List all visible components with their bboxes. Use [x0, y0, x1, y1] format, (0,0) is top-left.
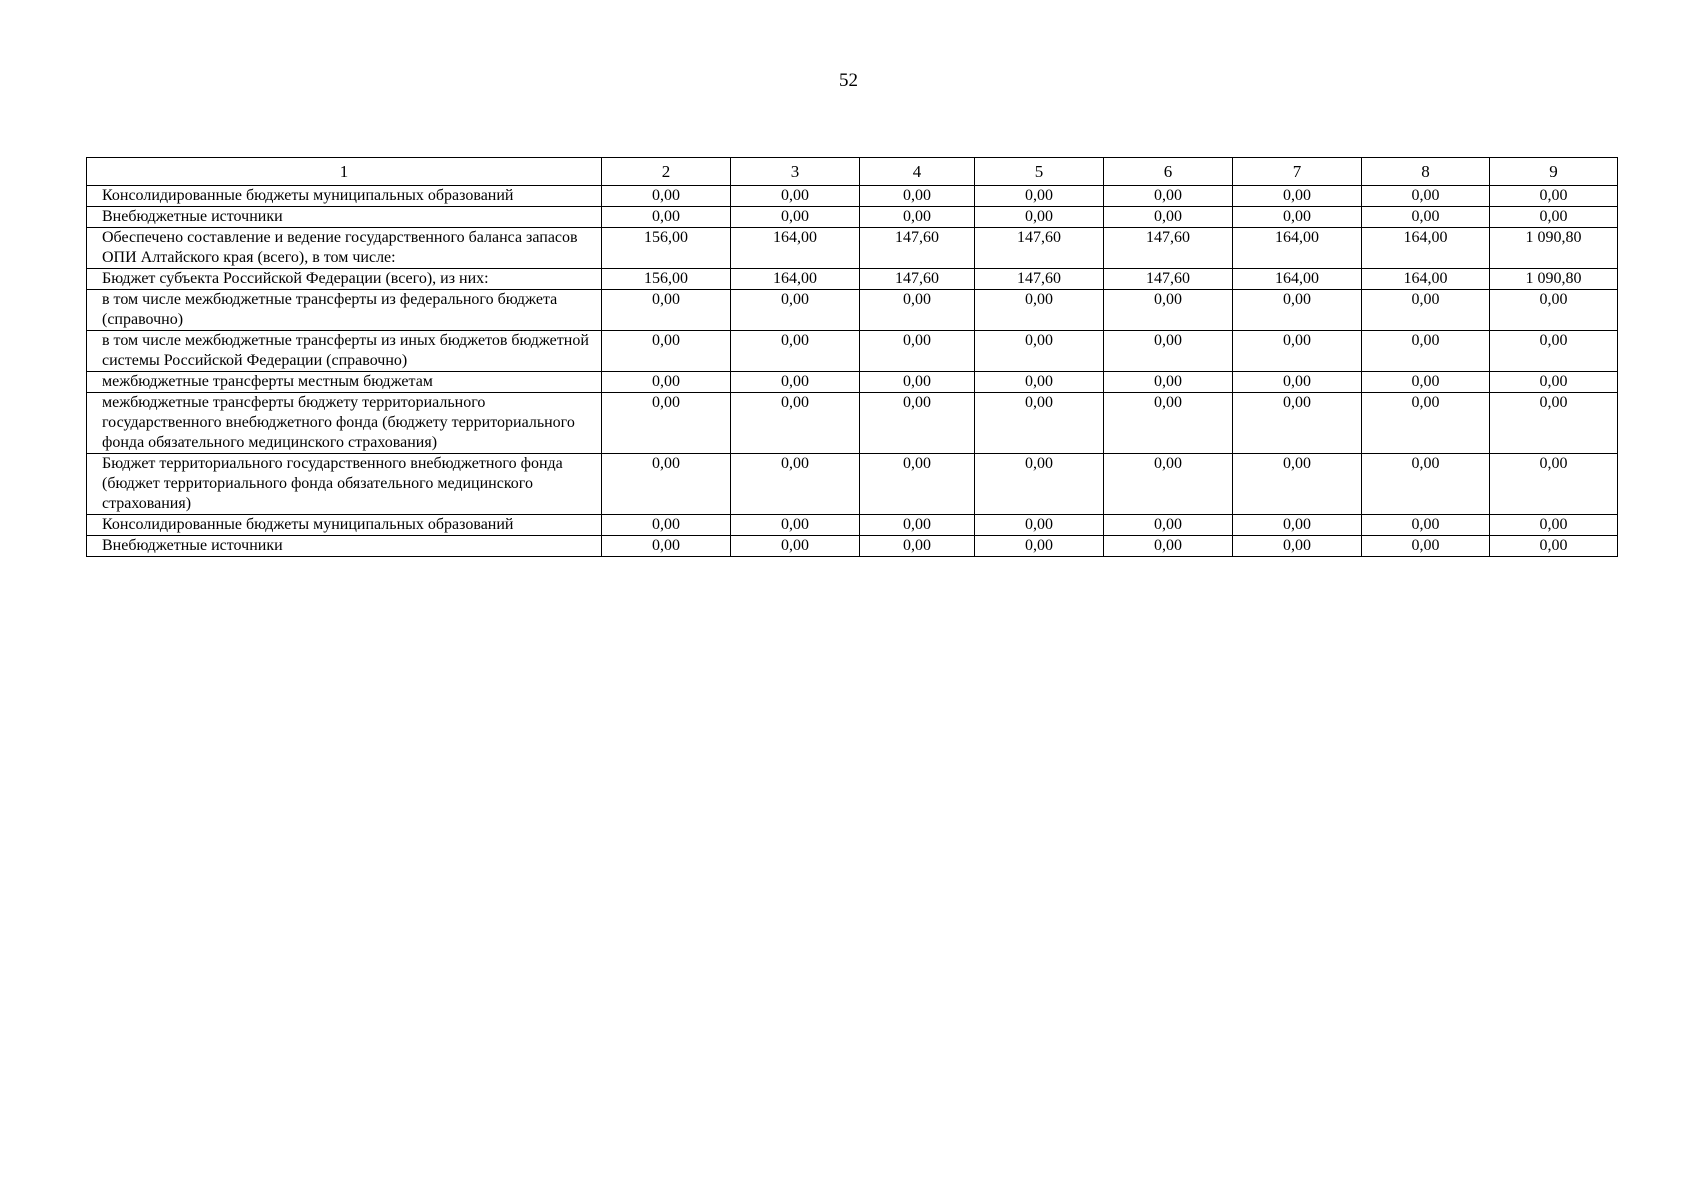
cell-value: 0,00: [1490, 372, 1618, 393]
cell-value: 0,00: [1104, 372, 1233, 393]
row-label: Консолидированные бюджеты муниципальных образований: [87, 515, 602, 536]
cell-value: 0,00: [860, 331, 975, 372]
cell-value: 0,00: [1490, 515, 1618, 536]
cell-value: 147,60: [1104, 228, 1233, 269]
cell-value: 0,00: [1362, 186, 1490, 207]
cell-value: 164,00: [1233, 228, 1362, 269]
cell-value: 0,00: [1233, 372, 1362, 393]
cell-value: 0,00: [602, 454, 731, 515]
column-header-7: 7: [1233, 158, 1362, 186]
cell-value: 1 090,80: [1490, 269, 1618, 290]
table-row: [87, 331, 1618, 372]
table-row: [87, 372, 1618, 393]
cell-value: 0,00: [602, 536, 731, 557]
cell-value: 156,00: [602, 228, 731, 269]
cell-value: 0,00: [1362, 290, 1490, 331]
column-header-1: 1: [87, 158, 602, 186]
cell-value: 0,00: [1490, 186, 1618, 207]
cell-value: 147,60: [975, 228, 1104, 269]
cell-value: 0,00: [975, 393, 1104, 454]
cell-value: 0,00: [860, 515, 975, 536]
cell-value: 0,00: [1104, 331, 1233, 372]
cell-value: 0,00: [860, 207, 975, 228]
cell-value: 0,00: [975, 515, 1104, 536]
cell-value: 164,00: [1362, 269, 1490, 290]
cell-value: 0,00: [860, 186, 975, 207]
cell-value: 0,00: [860, 372, 975, 393]
cell-value: 0,00: [1233, 207, 1362, 228]
cell-value: 0,00: [975, 331, 1104, 372]
table-row: [87, 290, 1618, 331]
cell-value: 0,00: [602, 393, 731, 454]
table-row: [87, 515, 1618, 536]
column-header-3: 3: [731, 158, 860, 186]
column-header-2: 2: [602, 158, 731, 186]
cell-value: 0,00: [975, 290, 1104, 331]
row-label: в том числе межбюджетные трансферты из федерального бюджета (справочно): [87, 290, 602, 331]
cell-value: 0,00: [860, 536, 975, 557]
cell-value: 0,00: [1490, 207, 1618, 228]
cell-value: 0,00: [1362, 372, 1490, 393]
cell-value: 0,00: [1490, 393, 1618, 454]
column-header-9: 9: [1490, 158, 1618, 186]
row-label: межбюджетные трансферты бюджету территориального государственного внебюджетного фонда (бюджету территориального фонда обязательного медицинского страхования): [87, 393, 602, 454]
row-label: Консолидированные бюджеты муниципальных образований: [87, 186, 602, 207]
cell-value: 0,00: [1104, 290, 1233, 331]
cell-value: 0,00: [731, 454, 860, 515]
cell-value: 0,00: [1104, 186, 1233, 207]
column-header-5: 5: [975, 158, 1104, 186]
cell-value: 0,00: [1233, 515, 1362, 536]
cell-value: 147,60: [975, 269, 1104, 290]
table-row: [87, 269, 1618, 290]
budget-table: [86, 157, 1618, 557]
cell-value: 0,00: [1233, 331, 1362, 372]
cell-value: 0,00: [1104, 515, 1233, 536]
cell-value: 0,00: [602, 331, 731, 372]
cell-value: 0,00: [1362, 393, 1490, 454]
cell-value: 0,00: [731, 536, 860, 557]
row-label: Бюджет субъекта Российской Федерации (всего), из них:: [87, 269, 602, 290]
column-header-4: 4: [860, 158, 975, 186]
column-header-8: 8: [1362, 158, 1490, 186]
cell-value: 0,00: [602, 515, 731, 536]
table-row: [87, 228, 1618, 269]
cell-value: 0,00: [975, 186, 1104, 207]
cell-value: 0,00: [1233, 393, 1362, 454]
cell-value: 0,00: [602, 290, 731, 331]
row-label: Обеспечено составление и ведение государственного баланса запасов ОПИ Алтайского края (всего), в том числе:: [87, 228, 602, 269]
cell-value: 0,00: [731, 290, 860, 331]
cell-value: 0,00: [1362, 331, 1490, 372]
cell-value: 164,00: [1233, 269, 1362, 290]
cell-value: 147,60: [1104, 269, 1233, 290]
row-label: Бюджет территориального государственного внебюджетного фонда (бюджет территориального фонда обязательного медицинского страхования): [87, 454, 602, 515]
cell-value: 0,00: [1490, 290, 1618, 331]
cell-value: 0,00: [1490, 331, 1618, 372]
page-number: 52: [839, 70, 858, 91]
cell-value: 0,00: [731, 515, 860, 536]
cell-value: 0,00: [1490, 536, 1618, 557]
cell-value: 0,00: [602, 372, 731, 393]
cell-value: 0,00: [731, 186, 860, 207]
table-row: [87, 393, 1618, 454]
cell-value: 1 090,80: [1490, 228, 1618, 269]
cell-value: 0,00: [602, 186, 731, 207]
row-label: в том числе межбюджетные трансферты из иных бюджетов бюджетной системы Российской Федерации (справочно): [87, 331, 602, 372]
column-header-6: 6: [1104, 158, 1233, 186]
cell-value: 0,00: [602, 207, 731, 228]
cell-value: 0,00: [731, 393, 860, 454]
cell-value: 0,00: [1233, 290, 1362, 331]
cell-value: 0,00: [975, 454, 1104, 515]
cell-value: 0,00: [860, 290, 975, 331]
cell-value: 0,00: [1362, 515, 1490, 536]
header-row: [87, 158, 1618, 186]
row-label: Внебюджетные источники: [87, 207, 602, 228]
table-row: [87, 207, 1618, 228]
cell-value: 0,00: [1233, 186, 1362, 207]
cell-value: 0,00: [1104, 393, 1233, 454]
cell-value: 0,00: [731, 372, 860, 393]
cell-value: 147,60: [860, 269, 975, 290]
cell-value: 164,00: [1362, 228, 1490, 269]
cell-value: 0,00: [1104, 536, 1233, 557]
row-label: Внебюджетные источники: [87, 536, 602, 557]
table-body: [87, 186, 1618, 557]
cell-value: 0,00: [1362, 536, 1490, 557]
cell-value: 0,00: [1490, 454, 1618, 515]
cell-value: 0,00: [1233, 454, 1362, 515]
table-row: [87, 454, 1618, 515]
cell-value: 0,00: [731, 207, 860, 228]
cell-value: 0,00: [860, 454, 975, 515]
cell-value: 164,00: [731, 228, 860, 269]
cell-value: 0,00: [975, 372, 1104, 393]
cell-value: 0,00: [731, 331, 860, 372]
cell-value: 164,00: [731, 269, 860, 290]
cell-value: 0,00: [975, 207, 1104, 228]
table-row: [87, 186, 1618, 207]
cell-value: 0,00: [1104, 207, 1233, 228]
cell-value: 0,00: [860, 393, 975, 454]
cell-value: 147,60: [860, 228, 975, 269]
cell-value: 0,00: [1362, 207, 1490, 228]
cell-value: 156,00: [602, 269, 731, 290]
cell-value: 0,00: [1104, 454, 1233, 515]
cell-value: 0,00: [1233, 536, 1362, 557]
table-row: [87, 536, 1618, 557]
row-label: межбюджетные трансферты местным бюджетам: [87, 372, 602, 393]
cell-value: 0,00: [975, 536, 1104, 557]
cell-value: 0,00: [1362, 454, 1490, 515]
